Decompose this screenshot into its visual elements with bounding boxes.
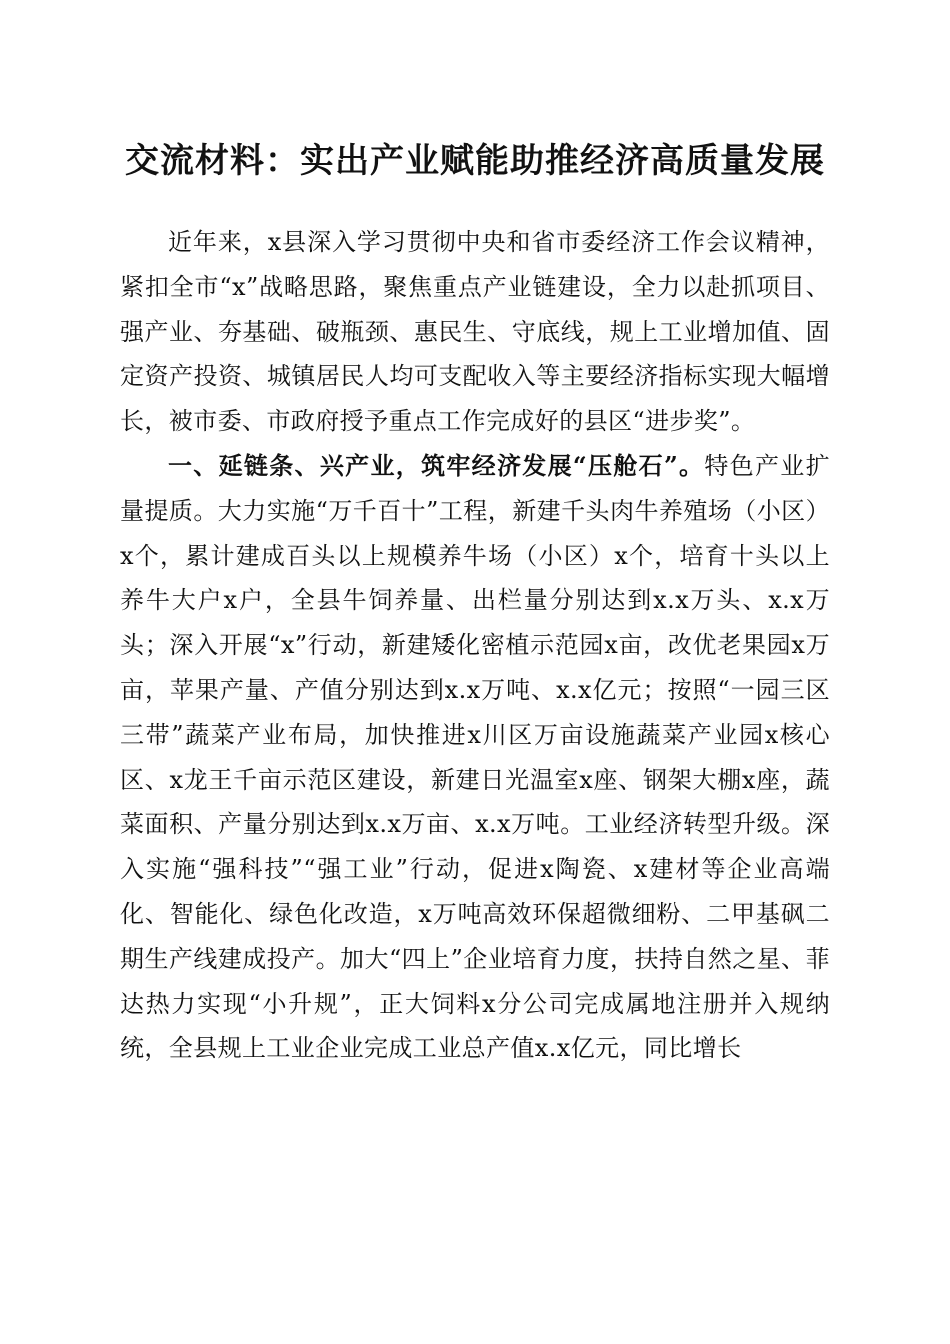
document-title: 交流材料：实出产业赋能助推经济高质量发展 <box>125 141 825 181</box>
section-one-paragraph <box>120 444 830 1071</box>
intro-paragraph-text: 近年来，x县深入学习贯彻中央和省市委经济工作会议精神，紧扣全市“x”战略思路，聚焦重点产业链建设，全力以赴抓项目、强产业、夯基础、破瓶颈、惠民生、守底线，规上工业增加值、固定资产投资、城镇居民人均可支配收入等主要经济指标实现大幅增长，被市委、市政府授予重点工作完成好的县区“进步奖”。 <box>120 228 830 436</box>
section-one-body: 特色产业扩量提质。大力实施“万千百十”工程，新建千头肉牛养殖场（小区）x个，累计建成百头以上规模养牛场（小区）x个，培育十头以上养牛大户x户，全县牛饲养量、出栏量分别达到x.x万头、x.x万头；深入开展“x”行动，新建矮化密植示范园x亩，改优老果园x万亩，苹果产量、产值分别达到x.x万吨、x.x亿元；按照“一园三区三带”蔬菜产业布局，加快推进x川区万亩设施蔬菜产业园x核心区、x龙王千亩示范区建设，新建日光温室x座、钢架大棚x座，蔬菜面积、产量分别达到x.x万亩、x.x万吨。工业经济转型升级。深入实施“强科技”“强工业”行动，促进x陶瓷、x建材等企业高端化、智能化、绿色化改造，x万吨高效环保超微细粉、二甲基砜二期生产线建成投产。加大“四上”企业培育力度，扶持自然之星、菲达热力实现“小升规”，正大饲料x分公司完成属地注册并入规纳统，全县规上工业企业完成工业总产值x.x亿元，同比增长 <box>120 451 830 1063</box>
intro-paragraph <box>120 220 830 444</box>
section-one-heading: 一、延链条、兴产业，筑牢经济发展“压舱石”。 <box>168 450 705 480</box>
document-page <box>120 130 830 1071</box>
